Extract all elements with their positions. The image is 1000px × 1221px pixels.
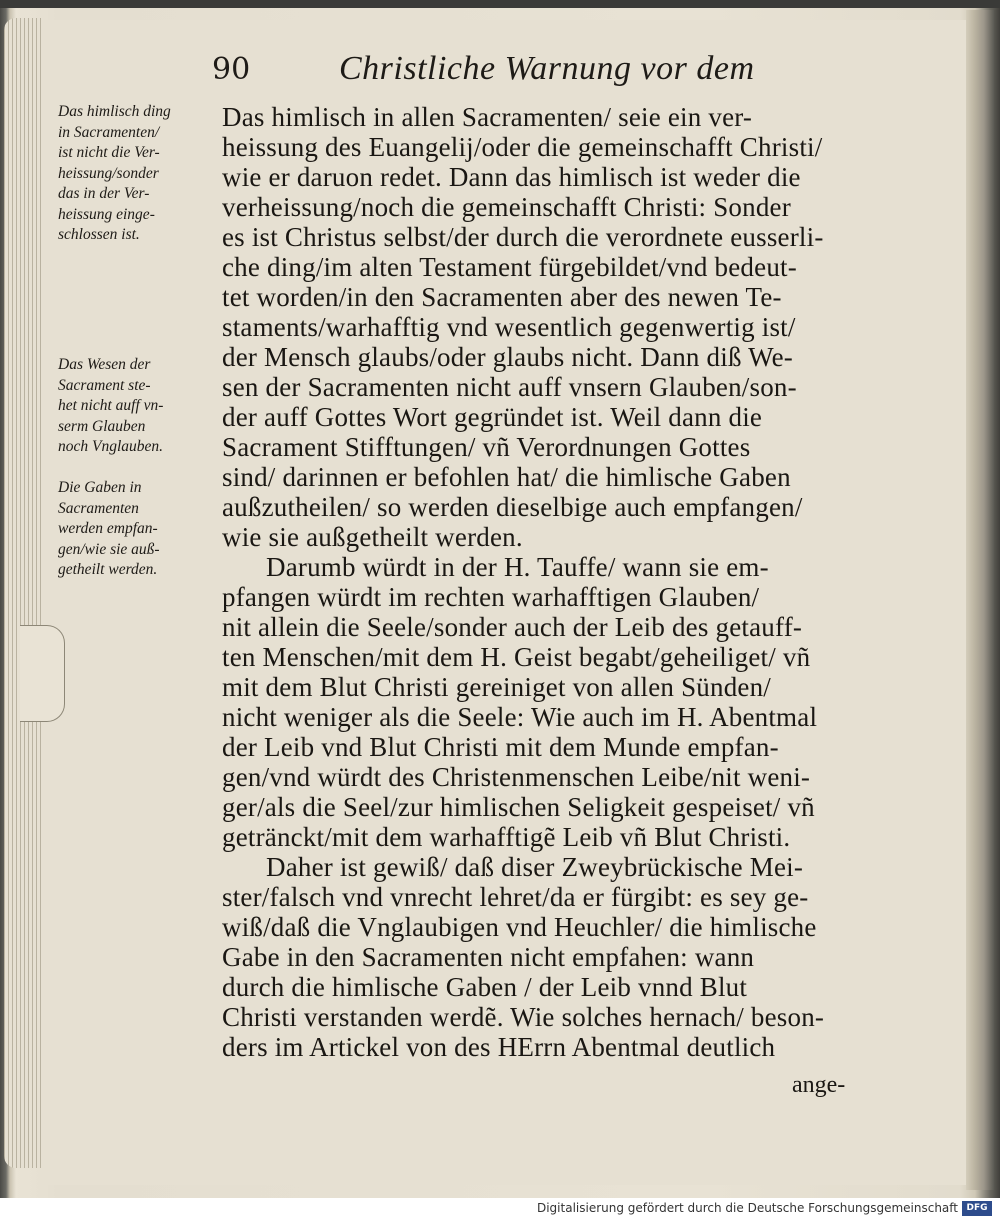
- body-line: ten Menschen/mit dem H. Geist begabt/geheiliget/ vñ: [222, 642, 811, 672]
- note-line: ist nicht die Ver-: [58, 144, 160, 161]
- note-line: Sacramenten: [58, 499, 139, 517]
- body-line: wiß/daß die Vnglaubigen vnd Heuchler/ die himlische: [222, 912, 817, 942]
- running-head: Christliche Warnung vor dem: [339, 50, 755, 87]
- body-line: der Mensch glaubs/oder glaubs nicht. Dann diß We-: [222, 342, 793, 372]
- note-line: gen/wie sie auß-: [58, 540, 160, 558]
- body-line: ster/falsch vnd vnrecht lehret/da er fürgibt: es sey ge-: [222, 882, 809, 912]
- body-line: nicht weniger als die Seele: Wie auch im H. Abentmal: [222, 702, 818, 732]
- dfg-logo-icon: DFG: [962, 1201, 992, 1216]
- note-line: Das himlisch ding: [58, 103, 171, 120]
- page-header: [44, 48, 966, 94]
- note-line: schlossen ist.: [58, 226, 140, 243]
- marginal-note-1: [58, 102, 218, 246]
- body-line: wie er daruon redet. Dann das himlisch ist weder die: [222, 162, 801, 192]
- catchword: ange-: [792, 1072, 846, 1098]
- body-line: sind/ darinnen er befohlen hat/ die himlische Gaben: [222, 462, 791, 492]
- body-line: pfangen würdt im rechten warhafftigen Glauben/: [222, 582, 760, 612]
- body-line: sen der Sacramenten nicht auff vnsern Glauben/son-: [222, 372, 797, 402]
- book-page: [44, 20, 966, 1185]
- body-line: heissung des Euangelij/oder die gemeinschafft Christi/: [222, 132, 823, 162]
- body-line: gen/vnd würdt des Christenmenschen Leibe/nit weni-: [222, 762, 811, 792]
- marginal-note-3: [58, 478, 218, 581]
- body-line: Darumb würdt in der H. Tauffe/ wann sie em-: [266, 552, 769, 582]
- note-line: het nicht auff vn-: [58, 397, 164, 414]
- body-line: getränckt/mit dem warhafftigẽ Leib vñ Blut Christi.: [222, 822, 791, 852]
- note-line: Sacrament ste-: [58, 376, 151, 394]
- body-line: Christi verstanden werdẽ. Wie solches hernach/ beson-: [222, 1002, 825, 1032]
- book-page-edges: [4, 18, 42, 1168]
- footer: [0, 1198, 1000, 1221]
- body-line: Sacrament Stifftungen/ vñ Verordnungen Gottes: [222, 432, 751, 462]
- body-line: che ding/im alten Testament fürgebildet/vnd bedeut-: [222, 252, 797, 282]
- body-line: der Leib vnd Blut Christi mit dem Munde empfan-: [222, 732, 779, 762]
- body-line: nit allein die Seele/sonder auch der Leib des getauff-: [222, 612, 803, 642]
- body-line: ders im Artickel von des HErrn Abentmal deutlich: [222, 1032, 776, 1062]
- page-number: 90: [212, 52, 251, 87]
- note-line: getheilt werden.: [58, 561, 158, 578]
- body-line: es ist Christus selbst/der durch die verordnete eusserli-: [222, 222, 824, 252]
- note-line: Die Gaben in: [58, 479, 142, 496]
- note-line: serm Glauben: [58, 417, 146, 435]
- note-line: heissung/sonder: [58, 164, 159, 182]
- note-line: das in der Ver-: [58, 185, 150, 202]
- book-gutter: [966, 10, 994, 1190]
- note-line: Das Wesen der: [58, 356, 151, 373]
- body-line: mit dem Blut Christi gereiniget von allen Sünden/: [222, 672, 771, 702]
- body-line: außzutheilen/ so werden dieselbige auch empfangen/: [222, 492, 803, 522]
- body-line: tet worden/in den Sacramenten aber des newen Te-: [222, 282, 782, 312]
- note-line: werden empfan-: [58, 520, 158, 537]
- page-tab-fold: [20, 625, 65, 722]
- body-line: Gabe in den Sacramenten nicht empfahen: wann: [222, 942, 755, 972]
- body-line: der auff Gottes Wort gegründet ist. Weil dann die: [222, 402, 763, 432]
- note-line: heissung einge-: [58, 205, 155, 223]
- body-line: staments/warhafftig vnd wesentlich gegenwertig ist/: [222, 312, 796, 342]
- body-line: durch die himlische Gaben / der Leib vnnd Blut: [222, 972, 748, 1002]
- body-line: Das himlisch in allen Sacramenten/ seie ein ver-: [222, 102, 753, 132]
- body-line: Daher ist gewiß/ daß diser Zweybrückische Mei-: [266, 852, 804, 882]
- body-line: ger/als die Seel/zur himlischen Seligkeit gespeiset/ vñ: [222, 792, 815, 822]
- body-line: wie sie außgetheilt werden.: [222, 522, 523, 552]
- note-line: noch Vnglauben.: [58, 438, 164, 455]
- funding-credit: Digitalisierung gefördert durch die Deutsche Forschungsgemeinschaft: [536, 1201, 958, 1215]
- marginal-note-2: [58, 355, 218, 458]
- body-line: verheissung/noch die gemeinschafft Christi: Sonder: [222, 192, 791, 222]
- note-line: in Sacramenten/: [58, 123, 160, 141]
